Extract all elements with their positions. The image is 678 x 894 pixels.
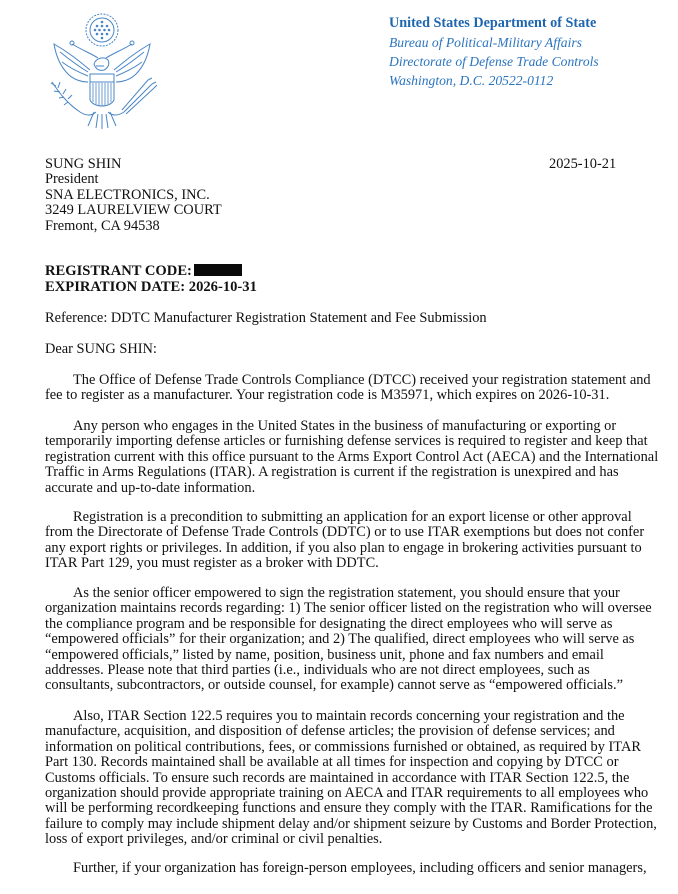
paragraph-line: loss of export privileges, and/or criminal or civil penalties. bbox=[45, 831, 383, 848]
paragraph-line: Any person who engages in the United States in the business of manufacturing or exporting or bbox=[73, 418, 617, 434]
paragraph-line: information on political contributions, fees, or commissions furnished or obtained, as required by ITAR bbox=[45, 738, 641, 755]
paragraph-line: organization should provide appropriate training on AECA and ITAR requirements to all employees who bbox=[45, 785, 649, 802]
recipient-name: SUNG SHIN bbox=[45, 156, 122, 172]
paragraph-line: Traffic in Arms Regulations (ITAR). A registration is current if the registration is unexpired and has bbox=[45, 464, 619, 481]
recipient-company: SNA ELECTRONICS, INC. bbox=[45, 186, 210, 203]
expiration-date: EXPIRATION DATE: 2026-10-31 bbox=[45, 278, 257, 295]
body-paragraph bbox=[45, 708, 657, 848]
department-name: United States Department of State bbox=[389, 15, 597, 31]
paragraph-line: organization maintains records regarding: 1) The senior officer listed on the registration who will oversee bbox=[45, 600, 652, 617]
paragraph-line: will be performing recordkeeping functions and ensure they comply with the ITAR. Ramifications for the bbox=[45, 800, 653, 817]
paragraph-line: failure to comply may include shipment delay and/or shipment seizure by Customs and Border Protection, bbox=[45, 815, 657, 832]
letter-date: 2025-10-21 bbox=[549, 156, 617, 172]
paragraph-line: consultants, subcontractors, or outside counsel, for example) cannot serve as “empowered officials.” bbox=[45, 677, 623, 694]
recipient-street: 3249 LAURELVIEW COURT bbox=[45, 202, 222, 219]
paragraph-line: from the Directorate of Defense Trade Controls (DDTC) or to use ITAR exemptions but does not confer bbox=[45, 524, 645, 541]
paragraph-line: “empowered officials” for their organization; and 2) The qualified, direct employees who will serve as bbox=[45, 631, 635, 648]
great-seal-icon bbox=[42, 8, 160, 130]
paragraph-line: Further, if your organization has foreign-person employees, including officers and senior managers, bbox=[73, 860, 647, 876]
office-address: Washington, D.C. 20522-0112 bbox=[389, 73, 554, 88]
paragraph-line: the compliance program and be responsible for designating the direct employees who will serve as bbox=[45, 615, 613, 632]
paragraph-line: Customs officials. To ensure such records are maintained in accordance with ITAR Section 122.5, the bbox=[45, 769, 630, 786]
letterhead bbox=[389, 14, 669, 90]
paragraph-line: accurate and up-to-date information. bbox=[45, 479, 256, 496]
body-paragraph bbox=[45, 372, 651, 404]
paragraph-line: registration current with this office pursuant to the Arms Export Control Act (AECA) and the International bbox=[45, 448, 659, 465]
recipient-address bbox=[45, 157, 222, 234]
body-paragraph bbox=[45, 585, 652, 694]
paragraph-line: Also, ITAR Section 122.5 requires you to maintain records concerning your registration and the bbox=[73, 708, 625, 724]
paragraph-line: manufacture, acquisition, and disposition of defense articles; the provision of defense services; and bbox=[45, 723, 615, 740]
recipient-city: Fremont, CA 94538 bbox=[45, 217, 160, 234]
recipient-title: President bbox=[45, 171, 99, 188]
paragraph-line: “empowered officials,” listed by name, position, business unit, phone and fax numbers and email bbox=[45, 646, 604, 663]
body-paragraph bbox=[45, 418, 659, 496]
paragraph-line: Registration is a precondition to submitting an application for an export license or other approval bbox=[73, 509, 632, 525]
paragraph-line: Part 130. Records maintained shall be available at all times for inspection and copying by DTCC or bbox=[45, 754, 619, 771]
paragraph-line: ITAR Part 129, you must register as a broker with DDTC. bbox=[45, 555, 379, 572]
paragraph-line: addresses. Please note that third parties (i.e., individuals who are not direct employees, such as bbox=[45, 662, 590, 679]
paragraph-line: As the senior officer empowered to sign the registration statement, you should ensure that your bbox=[73, 585, 620, 601]
paragraph-line: any export rights or privileges. In addition, if you also plan to engage in brokering activities pursuant to bbox=[45, 539, 642, 556]
body-paragraph bbox=[45, 509, 645, 572]
redaction-block bbox=[194, 264, 242, 276]
reference-line: Reference: DDTC Manufacturer Registration Statement and Fee Submission bbox=[45, 310, 487, 326]
registrant-code-label: REGISTRANT CODE: bbox=[45, 263, 192, 279]
registrant-code-line bbox=[45, 264, 257, 280]
registration-codes bbox=[45, 264, 257, 295]
directorate-name: Directorate of Defense Trade Controls bbox=[389, 54, 599, 69]
paragraph-line: fee to register as a manufacturer. Your registration code is M35971, which expires on 2026-10-31. bbox=[45, 387, 610, 404]
paragraph-line: temporarily importing defense articles or furnishing defense services is required to register and keep that bbox=[45, 433, 648, 450]
salutation: Dear SUNG SHIN: bbox=[45, 341, 157, 357]
bureau-name: Bureau of Political-Military Affairs bbox=[389, 35, 582, 50]
body-paragraph bbox=[45, 860, 647, 876]
paragraph-line: The Office of Defense Trade Controls Compliance (DTCC) received your registration statement and bbox=[73, 372, 651, 388]
